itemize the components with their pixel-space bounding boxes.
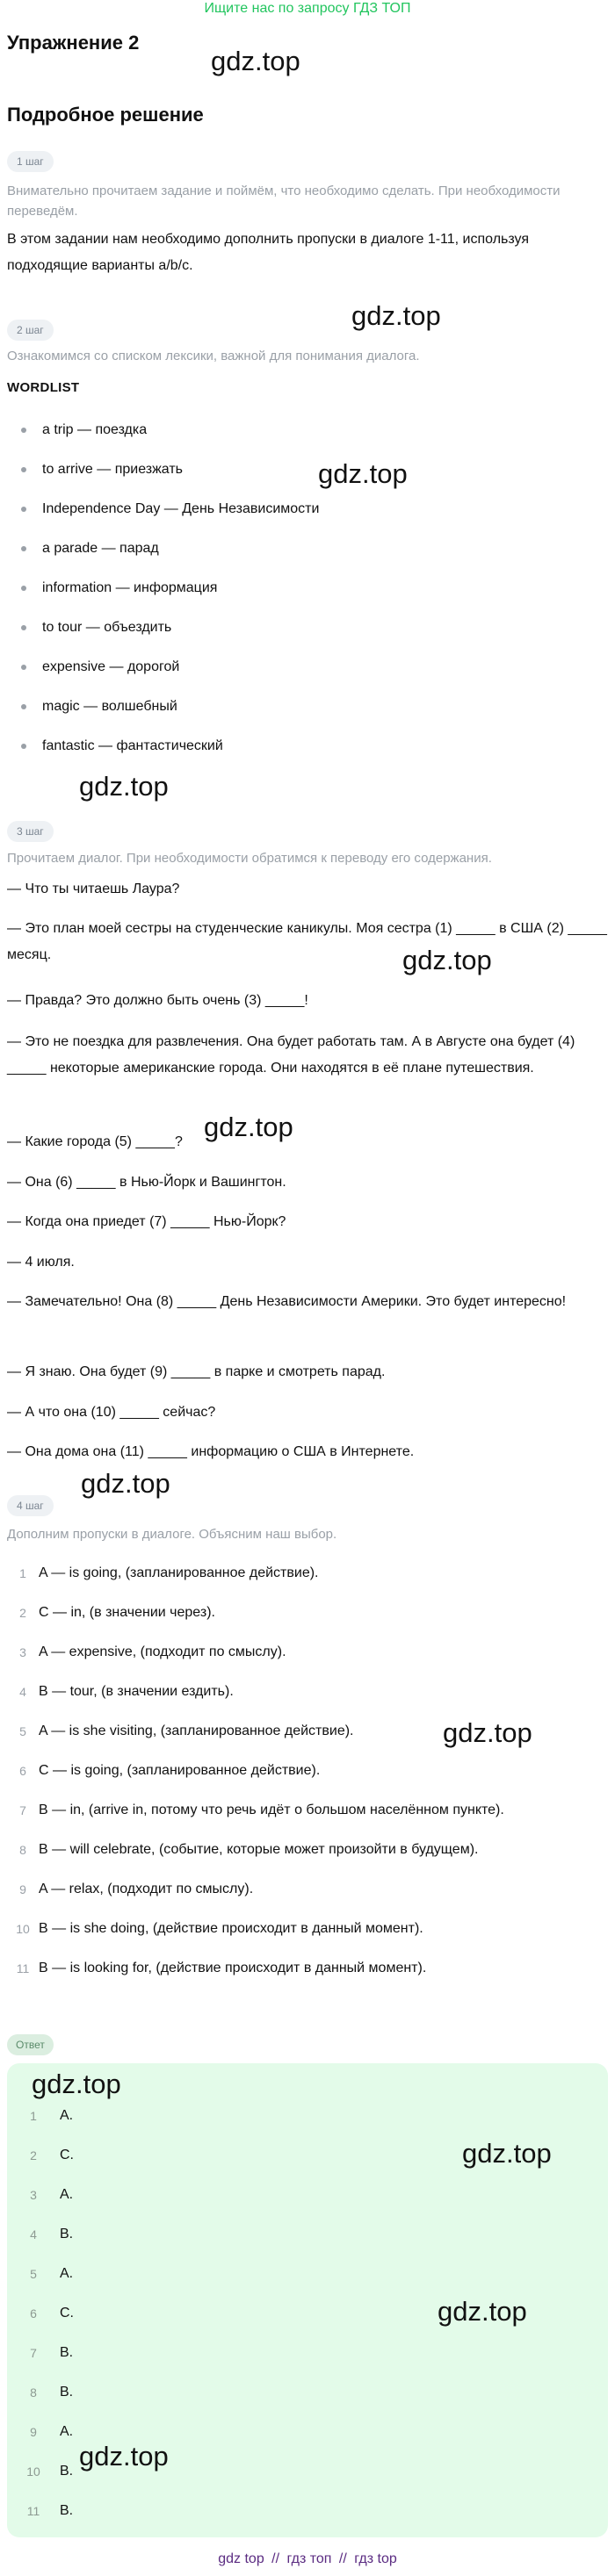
dialog-line: — Правда? Это должно быть очень (3) _____! bbox=[7, 993, 308, 1008]
list-item: a parade — парад bbox=[18, 540, 319, 579]
list-item: fantastic — фантастический bbox=[18, 738, 319, 777]
item-number: 8 bbox=[30, 2385, 37, 2400]
list-item: a trip — поездка bbox=[18, 421, 319, 461]
answer-badge: Ответ bbox=[7, 2034, 54, 2055]
item-number: 3 bbox=[30, 2188, 37, 2202]
item-number: 4 bbox=[19, 1685, 26, 1699]
exercise-title: Упражнение 2 bbox=[7, 32, 140, 54]
step-badge-2: 2 шаг bbox=[7, 320, 54, 341]
footer-link[interactable]: гдз top bbox=[354, 2551, 397, 2566]
list-item bbox=[7, 2265, 74, 2305]
item-number: 5 bbox=[30, 2267, 37, 2281]
wordlist-title: WORDLIST bbox=[7, 380, 80, 395]
item-text: B. bbox=[60, 2385, 74, 2400]
list-item bbox=[7, 1960, 504, 1999]
item-text: B — is she doing, (действие происходит в данный момент). bbox=[39, 1921, 423, 1936]
step1-note: Внимательно прочитаем задание и поймём, что необходимо сделать. При необходимости переведём. bbox=[7, 183, 561, 219]
list-item: to tour — объездить bbox=[18, 619, 319, 658]
list-item bbox=[7, 1723, 504, 1762]
item-number: 7 bbox=[19, 1803, 26, 1817]
item-text: A. bbox=[60, 2424, 74, 2439]
footer-link[interactable]: гдз топ bbox=[286, 2551, 332, 2566]
watermark: gdz.top bbox=[204, 1112, 293, 1142]
item-number: 2 bbox=[30, 2148, 37, 2162]
footer-separator: // bbox=[271, 2551, 280, 2566]
list-item bbox=[7, 2305, 74, 2344]
item-text: A — is she visiting, (запланированное действие). bbox=[39, 1723, 354, 1738]
list-item bbox=[7, 2107, 74, 2147]
watermark: gdz.top bbox=[79, 771, 169, 802]
list-item bbox=[7, 1604, 504, 1644]
item-number: 1 bbox=[30, 2109, 37, 2123]
list-item: to arrive — приезжать bbox=[18, 461, 319, 500]
item-text: B. bbox=[60, 2503, 74, 2518]
list-item bbox=[7, 2384, 74, 2423]
list-item bbox=[7, 2463, 74, 2502]
item-number: 9 bbox=[30, 2425, 37, 2439]
list-item bbox=[7, 2186, 74, 2226]
footer bbox=[0, 2551, 615, 2567]
watermark: gdz.top bbox=[443, 1717, 532, 1748]
list-item bbox=[7, 2502, 74, 2542]
item-text: A. bbox=[60, 2108, 74, 2123]
item-number: 11 bbox=[26, 2504, 40, 2518]
item-number: 9 bbox=[19, 1882, 26, 1896]
item-text: A — relax, (подходит по смыслу). bbox=[39, 1882, 254, 1896]
list-item bbox=[7, 2147, 74, 2186]
item-number: 7 bbox=[30, 2346, 37, 2360]
list-item: magic — волшебный bbox=[18, 698, 319, 738]
dialog-line: — Это не поездка для развлечения. Она будет работать там. А в Августе она будет (4) _____ некоторые американские города. Они находятся в её плане путешествия. bbox=[7, 1034, 575, 1076]
dialog-line: — Замечательно! Она (8) _____ День Независимости Америки. Это будет интересно! bbox=[7, 1294, 567, 1309]
item-number: 10 bbox=[16, 1922, 30, 1936]
item-number: 6 bbox=[30, 2306, 37, 2321]
item-text: B. bbox=[60, 2227, 74, 2241]
step3-note: Прочитаем диалог. При необходимости обратимся к переводу его содержания. bbox=[7, 851, 492, 866]
item-text: A. bbox=[60, 2187, 74, 2202]
footer-separator: // bbox=[338, 2551, 347, 2566]
list-item bbox=[7, 2344, 74, 2384]
dialog-line: — А что она (10) _____ сейчас? bbox=[7, 1405, 216, 1420]
item-text: B — is looking for, (действие происходит в данный момент). bbox=[39, 1961, 427, 1975]
list-item: Independence Day — День Независимости bbox=[18, 500, 319, 540]
watermark: gdz.top bbox=[318, 458, 408, 489]
dialog-line: — Я знаю. Она будет (9) _____ в парке и смотреть парад. bbox=[7, 1364, 386, 1379]
item-text: B — in, (arrive in, потому что речь идёт о большом населённом пункте). bbox=[39, 1802, 504, 1817]
item-number: 5 bbox=[19, 1724, 26, 1738]
dialog-line: — Она дома она (11) _____ информацию о США в Интернете. bbox=[7, 1444, 415, 1459]
dialog-line: — Это план моей сестры на студенческие каникулы. Моя сестра (1) _____ в США (2) _____ месяц. bbox=[7, 921, 607, 962]
watermark: gdz.top bbox=[351, 300, 441, 331]
step1-text: В этом задании нам необходимо дополнить пропуски в диалоге 1-11, используя подходящие варианты a/b/c. bbox=[7, 232, 530, 273]
item-text: C. bbox=[60, 2306, 74, 2321]
item-text: A — expensive, (подходит по смыслу). bbox=[39, 1644, 286, 1659]
item-number: 10 bbox=[26, 2464, 40, 2479]
dialog-line: — Какие города (5) _____? bbox=[7, 1134, 183, 1149]
dialog-line: — Когда она приедет (7) _____ Нью-Йорк? bbox=[7, 1214, 286, 1229]
watermark: gdz.top bbox=[438, 2296, 527, 2327]
list-item bbox=[7, 1762, 504, 1802]
watermark: gdz.top bbox=[402, 945, 492, 975]
dialog-line: — 4 июля. bbox=[7, 1255, 75, 1270]
watermark: gdz.top bbox=[79, 2441, 169, 2472]
watermark: gdz.top bbox=[32, 2069, 121, 2099]
item-number: 11 bbox=[16, 1961, 30, 1975]
dialog-line: — Она (6) _____ в Нью-Йорк и Вашингтон. bbox=[7, 1175, 286, 1190]
list-item bbox=[7, 1841, 504, 1881]
item-text: B — will celebrate, (событие, которые может произойти в будущем). bbox=[39, 1842, 479, 1857]
step-badge-3: 3 шаг bbox=[7, 821, 54, 842]
item-text: A. bbox=[60, 2266, 74, 2281]
explanation-list bbox=[7, 1565, 504, 1999]
list-item bbox=[7, 1644, 504, 1683]
list-item: expensive — дорогой bbox=[18, 658, 319, 698]
watermark: gdz.top bbox=[462, 2138, 552, 2169]
item-number: 6 bbox=[19, 1764, 26, 1778]
list-item bbox=[7, 1683, 504, 1723]
list-item bbox=[7, 1920, 504, 1960]
item-number: 8 bbox=[19, 1843, 26, 1857]
item-text: C. bbox=[60, 2148, 74, 2162]
item-number: 1 bbox=[19, 1566, 26, 1580]
top-banner[interactable]: Ищите нас по запросу ГДЗ ТОП bbox=[204, 1, 411, 16]
dialog-line: — Что ты читаешь Лаура? bbox=[7, 881, 180, 896]
item-number: 3 bbox=[19, 1645, 26, 1659]
item-text: C — is going, (запланированное действие). bbox=[39, 1763, 321, 1778]
step4-note: Дополним пропуски в диалоге. Объясним наш выбор. bbox=[7, 1527, 337, 1542]
step-badge-4: 4 шаг bbox=[7, 1495, 54, 1516]
list-item bbox=[7, 1881, 504, 1920]
item-text: B. bbox=[60, 2464, 74, 2479]
wordlist bbox=[18, 421, 319, 777]
answer-list bbox=[7, 2107, 74, 2542]
solution-title: Подробное решение bbox=[7, 104, 204, 126]
step-badge-1: 1 шаг bbox=[7, 151, 54, 172]
watermark: gdz.top bbox=[211, 46, 300, 76]
list-item: information — информация bbox=[18, 579, 319, 619]
item-text: B — tour, (в значении ездить). bbox=[39, 1684, 234, 1699]
list-item bbox=[7, 1565, 504, 1604]
item-text: A — is going, (запланированное действие). bbox=[39, 1565, 319, 1580]
list-item bbox=[7, 2226, 74, 2265]
watermark: gdz.top bbox=[81, 1468, 170, 1499]
item-number: 4 bbox=[30, 2227, 37, 2241]
list-item bbox=[7, 1802, 504, 1841]
item-text: B. bbox=[60, 2345, 74, 2360]
item-text: C — in, (в значении через). bbox=[39, 1605, 215, 1620]
step2-note: Ознакомимся со списком лексики, важной для понимания диалога. bbox=[7, 349, 420, 363]
footer-link[interactable]: gdz top bbox=[218, 2551, 264, 2566]
list-item bbox=[7, 2423, 74, 2463]
item-number: 2 bbox=[19, 1606, 26, 1620]
